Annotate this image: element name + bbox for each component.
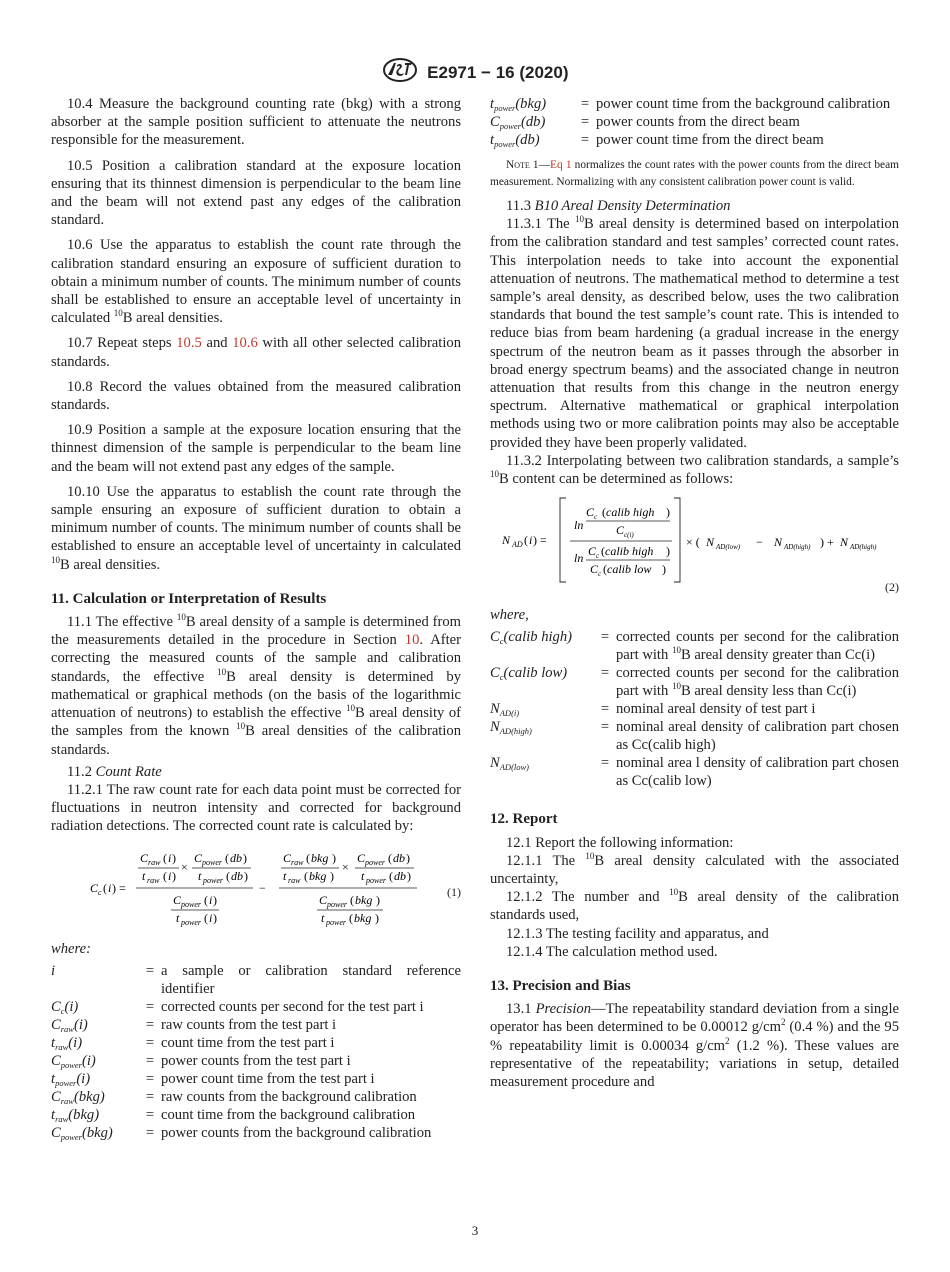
link-10-6[interactable]: 10.6 [232,335,258,352]
svg-text:raw: raw [147,875,160,885]
svg-text:) =: ) = [533,533,547,548]
paragraph-12-1-3: 12.1.3 The testing facility and apparatus, and [506,925,769,942]
paragraph-11-3-1: 11.3.1 The $^{10}$B areal density is determined based on interpolation from the calibration standard and test samples’ corrected count rates. This interpolation needs to take into account the exponential attenuation of neutrons. The mathematical method to determine a test sample’s areal density, as described below, uses the two calibration standards that bound the test sample’s count rate. This is intended to reduce bias from beam hardening (a gradual increase in the energy spectrum of the neutron beam as it passes through the absorber in broad energy spectrum beams) and the associated change in neutron attenuation that results from this change in the neutron energy spectrum. Alternative mathematical or graphical interpolation methods using two or more calibration points may also be acceptable provided they have been properly validated. [490,214,899,451]
svg-text:): ) [330,868,334,883]
definition-i: a sample or calibration standard reference identifier [161,962,461,997]
definition-nad-high: nominal areal density of calibration part chosen as Cc(calib high) [616,719,899,754]
svg-text:−: − [259,880,266,895]
paragraph-11-1: 11.1 The effective $^{10}$B areal density of a sample is determined from the measurements detailed in the procedure in Section 10. After correcting the measured counts of the sample and calibration standards, the effective $^{10}$B areal density is determined by mathematical or graphical methods (on the basis of the logarithmic attenuation of neutrons) to establish the effective $^{10}$B areal density of the samples from the known $^{10}$B areal densities of the calibration standards. [51,612,462,758]
equation-2-number: (2) [885,580,899,595]
svg-text:C: C [590,562,599,577]
definition-craw-bkg: raw counts from the background calibration [161,1088,417,1105]
definition-craw-i: raw counts from the test part i [161,1016,337,1033]
svg-text:): ) [243,850,247,865]
paragraph-10-8: 10.8 Record the values obtained from the measured calibration standards. [51,378,461,414]
equation-2-graphic [490,494,899,586]
definition-row: $t_{power}(bkg)$ = power count time from the background calibration [490,95,899,113]
svg-text:(: ( [225,850,229,865]
right-column [490,95,899,1091]
svg-text:t: t [283,868,287,883]
definition-tpower-i: power count time from the test part i [161,1070,375,1087]
svg-text:i: i [168,868,172,883]
section-heading-11: 11. Calculation or Interpretation of Results [51,590,327,607]
svg-text:(: ( [103,880,107,895]
svg-text:(: ( [389,868,393,883]
svg-text:(: ( [163,868,167,883]
svg-text:power: power [181,917,201,927]
svg-text:calib high: calib high [605,544,654,559]
equation-1-number: (1) [447,884,461,899]
equation-2 [490,494,899,602]
definition-cc-i: corrected counts per second for the test part i [161,998,424,1015]
section-heading-12: 12. Report [490,811,558,828]
definition-row: $N_{AD(i)}$ = nominal areal density of test part i [490,700,899,718]
svg-text:raw: raw [291,857,304,867]
svg-text:c: c [98,887,102,897]
svg-text:raw: raw [288,875,301,885]
svg-text:N: N [774,535,783,550]
svg-text:C: C [90,880,99,895]
svg-text:calib low: calib low [607,562,652,577]
svg-text:×: × [181,859,188,874]
svg-text:): ) [172,868,176,883]
svg-text:power: power [366,875,386,885]
note-1: Note 1—Eq 1 normalizes the count rates with the power counts from the direct beam measurement. Normalizing with any consistent calibration power count is valid. [490,159,899,188]
definition-row: $t_{raw}(bkg)$ = count time from the background calibration [51,1106,461,1124]
paragraph-10-10: 10.10 Use the apparatus to establish the count rate through the sample ensuring an exposure of sufficient duration to obtain a minimum number of counts. The minimum number of counts shall be established to ensure an acceptable level of uncertainty in calculated $^{10}$B areal densities. [51,483,461,573]
definition-row: $C_c(calib$ high) = corrected counts per second for the calibration part with $^{10}$B areal density greater than Cc(i) [490,629,899,664]
where-label: where: [51,940,91,957]
definition-row: i = a sample or calibration standard reference identifier [51,962,461,997]
svg-text:(: ( [163,850,167,865]
equation-1-graphic [51,842,461,934]
svg-text:(: ( [524,533,528,548]
definition-row: $C_{power}(i)$ = power counts from the test part i [51,1052,461,1070]
symbol-i: i [51,962,56,979]
definition-cc-calib-high: corrected counts per second for the calibration part with $^{10}$B areal density greater than Cc(i) [616,629,899,664]
svg-text:(: ( [204,892,208,907]
svg-text:−: − [756,535,763,550]
definitions-table-1-cont [490,95,899,149]
svg-text:): ) [376,892,380,907]
definition-row: $N_{AD(low)}$ = nominal area l density of calibration part chosen as Cc(calib low) [490,755,899,790]
svg-text:N: N [840,535,849,550]
svg-text:i: i [529,533,533,548]
svg-text:): ) [666,544,670,559]
svg-text:power: power [365,857,385,867]
definition-tpower-bkg: power count time from the background calibration [596,96,891,112]
definition-cpower-bkg: power counts from the background calibration [161,1124,432,1141]
definitions-table-2 [490,628,899,790]
svg-text:db: db [393,850,405,865]
svg-text:× (: × ( [686,535,700,550]
definition-cpower-i: power counts from the test part i [161,1052,351,1069]
svg-text:(: ( [602,505,606,520]
svg-text:) =: ) = [112,880,126,895]
svg-text:t: t [361,868,365,883]
definition-traw-i: count time from the test part i [161,1034,335,1051]
svg-text:(: ( [349,910,353,925]
svg-text:C: C [319,892,328,907]
definition-nad-low: nominal area l density of calibration part chosen as Cc(calib low) [616,755,899,790]
definition-row: $C_{raw}(i)$ = raw counts from the test part i [51,1016,461,1034]
svg-text:): ) [666,505,670,520]
svg-text:) +: ) + [820,535,834,550]
svg-text:t: t [198,868,202,883]
svg-text:db: db [394,868,406,883]
paragraph-11-3-2: 11.3.2 Interpolating between two calibration standards, a sample’s $^{10}$B content can be determined as follows: [490,452,899,488]
svg-text:c: c [596,552,600,561]
svg-text:(: ( [304,868,308,883]
definition-nad-i: nominal areal density of test part i [616,701,816,718]
definition-row: $t_{raw}(i)$ = count time from the test part i [51,1034,461,1052]
equation-1 [51,842,461,934]
svg-text:C: C [283,850,292,865]
svg-text:bkg: bkg [311,850,329,865]
svg-text:i: i [168,850,172,865]
svg-text:): ) [213,892,217,907]
svg-text:): ) [375,910,379,925]
paragraph-12-1-2: 12.1.2 The number and $^{10}$B areal density of the calibration standards used, [490,887,899,924]
svg-text:t: t [321,910,325,925]
svg-text:ln: ln [574,551,584,566]
definition-row: $t_{power}(i)$ = power count time from the test part i [51,1070,461,1088]
svg-text:): ) [244,868,248,883]
svg-text:i: i [209,910,213,925]
svg-text:N: N [706,535,715,550]
svg-text:bkg: bkg [355,892,373,907]
definition-row: $C_c(calib$ low) = corrected counts per second for the calibration part with $^{10}$B areal density less than Cc(i) [490,665,899,700]
svg-text:bkg: bkg [354,910,372,925]
definition-row: $N_{AD(high)}$ = nominal areal density of calibration part chosen as Cc(calib high) [490,719,899,754]
svg-text:): ) [407,868,411,883]
svg-text:bkg: bkg [309,868,327,883]
definition-tpower-db: power count time from the direct beam [596,132,824,148]
paragraph-12-1-4: 12.1.4 The calculation method used. [506,943,718,960]
page-number: 3 [471,1223,479,1238]
svg-text:N: N [502,533,511,548]
svg-text:c(i): c(i) [624,531,634,540]
paragraph-12-1: 12.1 Report the following information: [506,834,734,851]
where-label-2: where, [490,607,529,624]
svg-text:×: × [342,859,349,874]
svg-text:C: C [616,523,625,538]
svg-text:c: c [594,513,598,522]
svg-text:(: ( [601,544,605,559]
svg-text:(: ( [388,850,392,865]
svg-text:): ) [172,850,176,865]
svg-text:t: t [142,868,146,883]
svg-text:): ) [213,910,217,925]
definitions-table-1 [51,962,461,1142]
definition-traw-bkg: count time from the background calibration [161,1106,416,1123]
svg-text:AD(high): AD(high) [784,543,811,552]
paragraph-10-9: 10.9 Position a sample at the exposure location ensuring that the thinnest dimension of the sample is perpendicular to the beam line and the beam will not extend past any edges of the sample. [51,422,461,475]
definition-row: $C_{power}(db)$ = power counts from the direct beam [490,113,899,131]
definition-row: $C_c(i)$ = corrected counts per second for the test part i [51,998,461,1016]
svg-text:C: C [173,892,182,907]
svg-text:power: power [202,857,222,867]
definition-row: $C_{power}(bkg)$ = power counts from the background calibration [51,1124,461,1142]
svg-text:power: power [203,875,223,885]
definition-row: $t_{power}(db)$ = power count time from the direct beam [490,131,899,149]
svg-text:t: t [176,910,180,925]
svg-text:power: power [326,917,346,927]
svg-text:db: db [230,850,242,865]
definition-row: $C_{raw}(bkg)$ = raw counts from the background calibration [51,1088,461,1106]
svg-text:(: ( [226,868,230,883]
paragraph-10-6: 10.6 Use the apparatus to establish the count rate through the calibration standard ensuring an exposure of sufficient duration to obtain a minimum number of counts. The minimum number of counts shall be established to ensure an acceptable level of uncertainty in calculated $^{10}$B areal densities. [51,237,461,327]
svg-text:(: ( [603,562,607,577]
definition-cc-calib-low: corrected counts per second for the calibration part with $^{10}$B areal density less than Cc(i) [616,665,899,700]
page-header [0,57,950,83]
svg-text:(: ( [204,910,208,925]
svg-text:power: power [181,899,201,909]
svg-text:): ) [332,850,336,865]
link-eq-1[interactable]: Eq 1 [550,159,572,171]
astm-logo-icon [382,57,418,88]
paragraph-11-2: 11.2 Count Rate [67,763,162,780]
definition-cpower-db: power counts from the direct beam [596,114,800,130]
svg-text:): ) [662,562,666,577]
svg-text:c: c [598,570,602,579]
paragraph-10-4: 10.4 Measure the background counting rate (bkg) with a strong absorber at the sample position sufficient to attenuate the neutrons responsible for the measurement. [51,96,461,149]
paragraph-11-3: 11.3 B10 Areal Density Determination [506,198,731,214]
svg-text:C: C [588,544,597,559]
link-section-10[interactable]: 10 [404,632,420,649]
svg-text:AD(low): AD(low) [716,543,741,552]
section-heading-13: 13. Precision and Bias [490,978,631,995]
svg-text:AD(high): AD(high) [850,543,877,552]
svg-text:power: power [327,899,347,909]
paragraph-11-2-1: 11.2.1 The raw count rate for each data point must be corrected for fluctuations in neutron intensity and corrected for background radiation detections. The corrected count rate is calculated by: [51,781,461,835]
svg-text:db: db [231,868,243,883]
svg-text:AD: AD [512,540,523,550]
svg-text:(: ( [306,850,310,865]
link-10-5[interactable]: 10.5 [176,335,202,352]
svg-text:ln: ln [574,518,584,533]
svg-text:i: i [108,880,112,895]
paragraph-10-7: 10.7 Repeat steps 10.5 and 10.6 with all other selected calibration standards. [51,335,461,370]
paragraph-10-5: 10.5 Position a calibration standard at the exposure location ensuring that its thinnest dimension is perpendicular to the beam line and the beam will not extend past any edges of the calibration standard. [51,157,461,229]
svg-text:raw: raw [148,857,161,867]
svg-text:): ) [406,850,410,865]
paragraph-13-1: 13.1 Precision—The repeatability standard deviation from a single operator has been determined to be 0.00012 $g/cm^2$ (0.4 %) and the 95 % repeatability limit is 0.00034 $g/cm^2$ (1.2 %). These values are representative of the repeatability; variations in setup, detailed measurement procedure and [490,1001,900,1091]
standard-designation: E2971 − 16 (2020) [427,62,569,82]
paragraph-12-1-1: 12.1.1 The $^{10}$B areal density calculated with the associated uncertainty, [490,850,899,888]
svg-text:C: C [194,850,203,865]
svg-text:i: i [209,892,213,907]
svg-text:(: ( [350,892,354,907]
svg-text:C: C [140,850,149,865]
svg-text:calib high: calib high [606,505,655,520]
left-column [51,95,461,1142]
svg-text:C: C [586,505,595,520]
svg-text:C: C [357,850,366,865]
